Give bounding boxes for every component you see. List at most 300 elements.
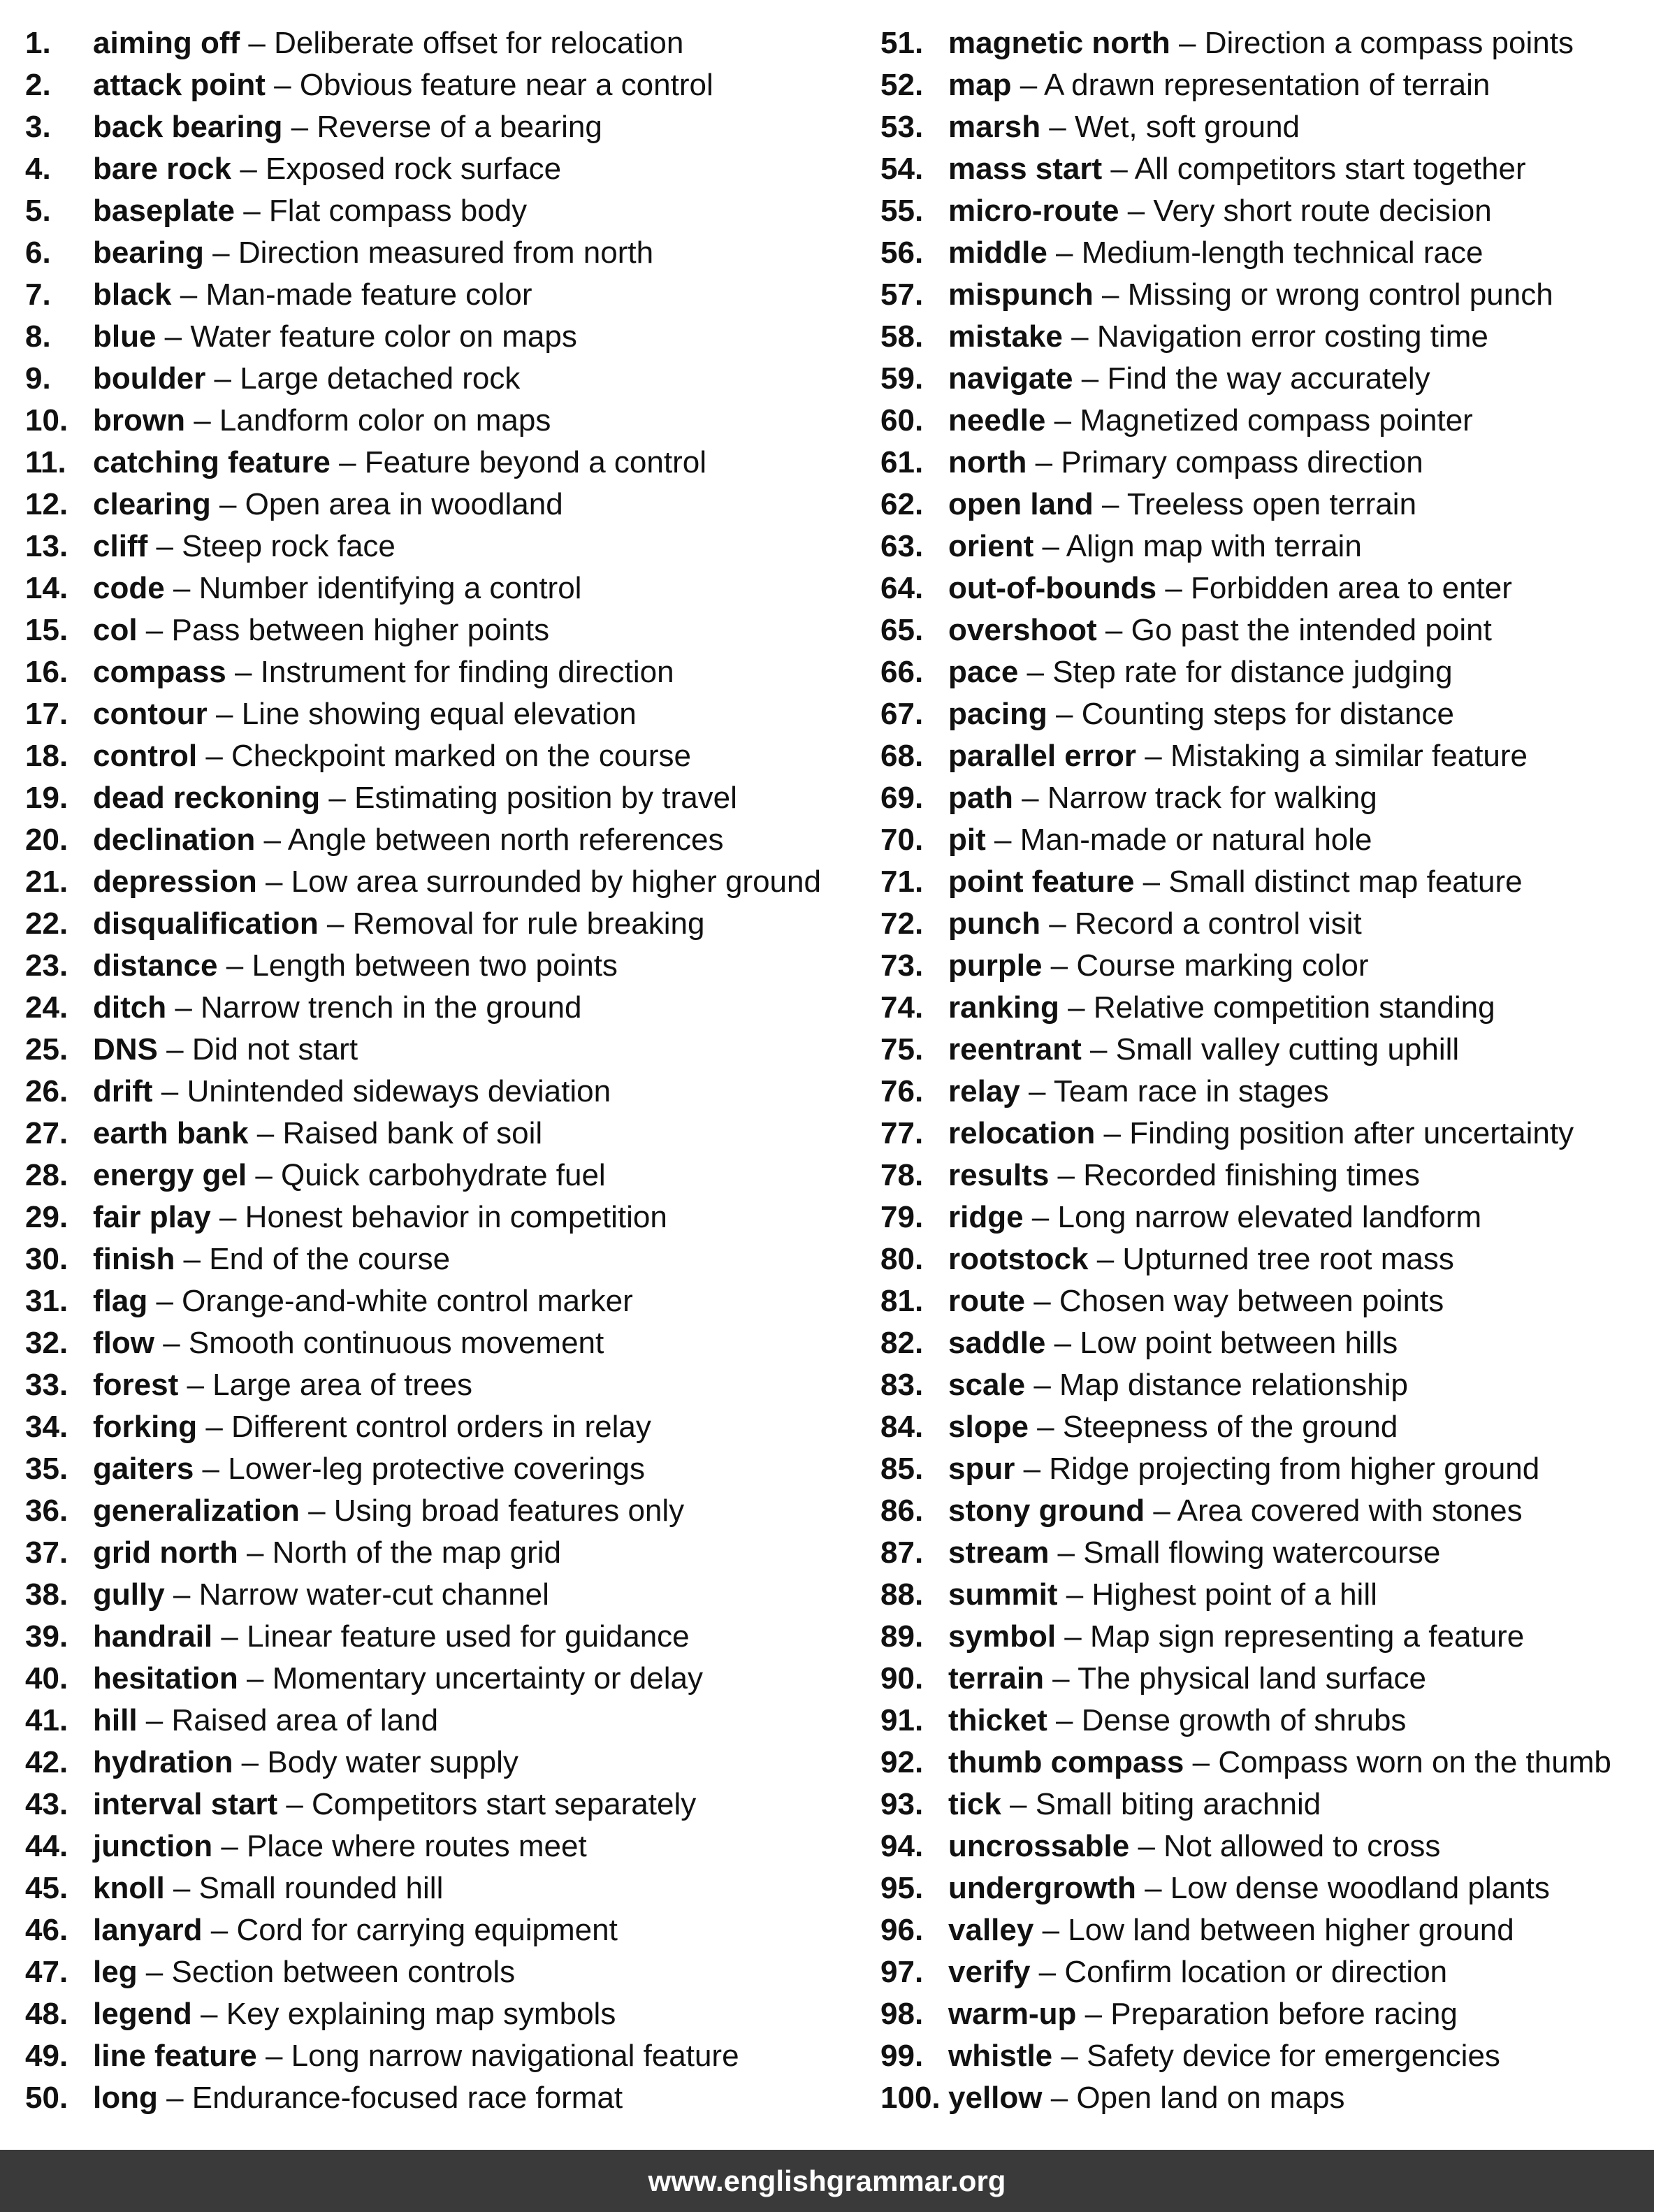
entry-term: leg [93,1955,138,1989]
entry-separator: – [1056,1619,1090,1654]
glossary-entry [880,232,1649,274]
entry-separator: – [1170,26,1205,60]
entry-definition: Number identifying a control [198,571,582,605]
entry-number: 35. [25,1452,68,1486]
entry-number: 6. [25,236,51,270]
entry-number: 17. [25,697,68,731]
glossary-entry [880,1616,1649,1658]
entry-number: 72. [880,906,924,941]
entry-definition: Endurance-focused race format [191,2081,623,2115]
entry-definition: Man-made or natural hole [1020,823,1372,857]
entry-number: 66. [880,655,924,689]
glossary-column-right [880,22,1649,2119]
entry-term: earth bank [93,1116,249,1150]
entry-separator: – [1030,1955,1065,1989]
entry-number: 12. [25,487,68,521]
glossary-entry [25,2035,850,2077]
entry-number: 55. [880,194,924,228]
entry-number: 21. [25,865,68,899]
glossary-entry [25,1113,850,1155]
glossary-entry [880,1700,1649,1742]
entry-term: handrail [93,1619,213,1654]
entry-number: 23. [25,948,68,983]
entry-number: 24. [25,990,68,1025]
entry-separator: – [1042,948,1077,983]
entry-separator: – [318,906,353,941]
glossary-entry [880,987,1649,1029]
entry-number: 69. [880,781,924,815]
entry-definition: Step rate for distance judging [1052,655,1453,689]
glossary-entry [25,568,850,609]
entry-term: out-of-bounds [948,571,1157,605]
entry-term: terrain [948,1661,1044,1696]
entry-definition: Team race in stages [1053,1074,1329,1108]
entry-definition: Small biting arachnid [1035,1787,1321,1821]
glossary-entry [25,1951,850,1993]
entry-definition: Dense growth of shrubs [1081,1703,1407,1737]
glossary-entry [25,1574,850,1616]
entry-number: 85. [880,1452,924,1486]
entry-term: fair play [93,1200,211,1234]
entry-number: 25. [25,1032,68,1067]
entry-term: hydration [93,1745,233,1779]
glossary-entry [880,903,1649,945]
entry-separator: – [1047,697,1082,731]
glossary-entry [25,274,850,316]
entry-definition: Direction measured from north [238,236,654,270]
entry-number: 74. [880,990,924,1025]
entry-definition: Small valley cutting uphill [1115,1032,1460,1067]
entry-definition: Small distinct map feature [1168,865,1523,899]
entry-number: 84. [880,1410,924,1444]
entry-separator: – [1027,445,1061,479]
entry-definition: Steepness of the ground [1062,1410,1398,1444]
entry-separator: – [1025,1284,1059,1318]
entry-separator: – [1020,1074,1054,1108]
glossary-entry [25,1029,850,1071]
entry-number: 61. [880,445,924,479]
entry-term: boulder [93,361,206,396]
entry-separator: – [171,277,206,312]
entry-definition: Landform color on maps [219,403,551,438]
glossary-entry [880,442,1649,484]
entry-term: DNS [93,1032,158,1067]
entry-separator: – [1045,1326,1080,1360]
entry-term: knoll [93,1871,165,1905]
entry-term: finish [93,1242,175,1276]
glossary-entry [880,190,1649,232]
entry-definition: Mistaking a similar feature [1170,739,1528,773]
entry-definition: Map sign representing a feature [1089,1619,1525,1654]
entry-separator: – [1015,1452,1050,1486]
entry-separator: – [248,1116,283,1150]
entry-definition: Compass worn on the thumb [1218,1745,1611,1779]
entry-separator: – [1076,1997,1111,2031]
entry-term: distance [93,948,218,983]
entry-term: generalization [93,1494,300,1528]
entry-term: long [93,2081,158,2115]
glossary-entry [880,1490,1649,1532]
glossary-entry [880,1280,1649,1322]
glossary-entry [880,1238,1649,1280]
entry-term: flow [93,1326,154,1360]
entry-term: brown [93,403,185,438]
entry-number: 80. [880,1242,924,1276]
entry-definition: Confirm location or direction [1064,1955,1448,1989]
entry-definition: A drawn representation of terrain [1043,68,1490,102]
glossary-entry [25,1155,850,1197]
entry-number: 45. [25,1871,68,1905]
entry-definition: Align map with terrain [1066,529,1362,563]
glossary-entry [25,1071,850,1113]
entry-definition: Flat compass body [268,194,528,228]
entry-definition: Narrow trench in the ground [201,990,582,1025]
entry-number: 90. [880,1661,924,1696]
entry-definition: Open area in woodland [245,487,563,521]
glossary-entry [880,106,1649,148]
entry-separator: – [1088,1242,1123,1276]
glossary-entry [880,1574,1649,1616]
entry-definition: Forbidden area to enter [1191,571,1512,605]
entry-term: parallel error [948,739,1137,773]
entry-number: 62. [880,487,924,521]
entry-number: 78. [880,1158,924,1192]
entry-term: junction [93,1829,213,1863]
entry-number: 2. [25,68,51,102]
entry-number: 33. [25,1368,68,1402]
entry-definition: Reverse of a bearing [317,110,602,144]
entry-separator: – [277,1787,312,1821]
glossary-entry [25,987,850,1029]
entry-definition: Length between two points [252,948,618,983]
entry-term: clearing [93,487,211,521]
entry-number: 51. [880,26,924,60]
entry-separator: – [1057,1577,1092,1612]
entry-number: 18. [25,739,68,773]
entry-definition: Momentary uncertainty or delay [272,1661,703,1696]
entry-separator: – [1136,1871,1170,1905]
glossary-entry [880,400,1649,442]
entry-separator: – [1095,1116,1130,1150]
glossary-entry [880,861,1649,903]
entry-definition: Recorded finishing times [1083,1158,1421,1192]
entry-term: slope [948,1410,1029,1444]
entry-number: 92. [880,1745,924,1779]
entry-definition: Cord for carrying equipment [236,1913,618,1947]
entry-separator: – [1049,1535,1084,1570]
entry-number: 9. [25,361,51,396]
entry-term: yellow [948,2081,1043,2115]
entry-number: 65. [880,613,924,647]
entry-number: 38. [25,1577,68,1612]
entry-term: undergrowth [948,1871,1136,1905]
entry-number: 81. [880,1284,924,1318]
entry-definition: Line showing equal elevation [241,697,637,731]
entry-term: bearing [93,236,204,270]
glossary-entry [25,1826,850,1867]
footer-url: www.englishgrammar.org [648,2164,1006,2197]
entry-term: energy gel [93,1158,247,1192]
entry-separator: – [1052,2039,1087,2073]
entry-definition: Course marking color [1076,948,1369,983]
entry-definition: Obvious feature near a control [299,68,713,102]
entry-definition: End of the course [209,1242,451,1276]
entry-definition: Deliberate offset for relocation [274,26,684,60]
entry-term: uncrossable [948,1829,1130,1863]
entry-number: 75. [880,1032,924,1067]
entry-term: cliff [93,529,148,563]
glossary-entry [880,693,1649,735]
entry-number: 37. [25,1535,68,1570]
entry-term: north [948,445,1027,479]
glossary-entry [25,651,850,693]
entry-separator: – [1047,1703,1082,1737]
entry-separator: – [137,613,172,647]
entry-term: saddle [948,1326,1046,1360]
entry-number: 53. [880,110,924,144]
entry-number: 89. [880,1619,924,1654]
entry-definition: Honest behavior in competition [245,1200,667,1234]
entry-separator: – [1049,1158,1084,1192]
entry-separator: – [194,1452,228,1486]
entry-definition: Safety device for emergencies [1087,2039,1500,2073]
entry-term: flag [93,1284,148,1318]
entry-number: 83. [880,1368,924,1402]
entry-number: 20. [25,823,68,857]
entry-number: 42. [25,1745,68,1779]
glossary-entry [25,693,850,735]
glossary-entry [880,1155,1649,1197]
entry-number: 100. [880,2081,941,2115]
glossary-entry [25,1280,850,1322]
entry-definition: Not allowed to cross [1163,1829,1441,1863]
entry-number: 97. [880,1955,924,1989]
entry-separator: – [207,697,242,731]
entry-number: 52. [880,68,924,102]
entry-definition: Low area surrounded by higher ground [291,865,821,899]
entry-number: 82. [880,1326,924,1360]
entry-definition: Long narrow navigational feature [291,2039,739,2073]
entry-number: 40. [25,1661,68,1696]
entry-number: 99. [880,2039,924,2073]
entry-number: 41. [25,1703,68,1737]
entry-term: mispunch [948,277,1094,312]
entry-definition: Narrow water-cut channel [198,1577,549,1612]
glossary-entry [25,1406,850,1448]
entry-separator: – [212,1619,247,1654]
entry-separator: – [1013,781,1047,815]
entry-definition: Using broad features only [333,1494,685,1528]
glossary-entry [880,484,1649,526]
entry-term: contour [93,697,208,731]
glossary-entry [25,819,850,861]
glossary-entry [25,903,850,945]
glossary-entry [880,1951,1649,1993]
entry-separator: – [147,1284,182,1318]
entry-number: 10. [25,403,68,438]
entry-term: map [948,68,1012,102]
glossary-entry [25,1364,850,1406]
entry-term: col [93,613,138,647]
glossary-entry [880,1742,1649,1784]
entry-term: relay [948,1074,1020,1108]
entry-term: dead reckoning [93,781,321,815]
glossary-entry [880,1784,1649,1826]
glossary-entry [880,568,1649,609]
entry-definition: Low dense woodland plants [1170,1871,1550,1905]
glossary-entry [880,1993,1649,2035]
entry-term: point feature [948,865,1135,899]
entry-definition: Place where routes meet [247,1829,587,1863]
glossary-entry [880,2035,1649,2077]
entry-number: 31. [25,1284,68,1318]
entry-number: 34. [25,1410,68,1444]
entry-definition: Large area of trees [212,1368,472,1402]
entry-term: path [948,781,1013,815]
entry-term: forest [93,1368,179,1402]
entry-definition: Instrument for finding direction [260,655,674,689]
entry-number: 3. [25,110,51,144]
glossary-entry [25,22,850,64]
entry-term: disqualification [93,906,319,941]
entry-separator: – [1156,571,1191,605]
entry-definition: Angle between north references [287,823,724,857]
entry-definition: Direction a compass points [1204,26,1574,60]
entry-separator: – [234,194,269,228]
entry-number: 13. [25,529,68,563]
entry-separator: – [210,487,245,521]
entry-definition: Chosen way between points [1059,1284,1444,1318]
entry-number: 68. [880,739,924,773]
entry-definition: Navigation error costing time [1096,319,1488,354]
entry-separator: – [226,655,261,689]
glossary-entry [880,148,1649,190]
entry-definition: Smooth continuous movement [188,1326,604,1360]
entry-number: 87. [880,1535,924,1570]
glossary-entry [25,1658,850,1700]
entry-definition: Preparation before racing [1110,1997,1458,2031]
entry-separator: – [202,1913,237,1947]
glossary-entry [25,609,850,651]
glossary-entry [880,1029,1649,1071]
entry-number: 88. [880,1577,924,1612]
entry-separator: – [217,948,252,983]
entry-term: baseplate [93,194,235,228]
entry-separator: – [210,1200,245,1234]
glossary-entry [880,1909,1649,1951]
entry-separator: – [152,1074,187,1108]
entry-number: 19. [25,781,68,815]
entry-term: line feature [93,2039,257,2073]
entry-term: route [948,1284,1025,1318]
entry-separator: – [157,2081,192,2115]
entry-separator: – [166,990,201,1025]
entry-term: warm-up [948,1997,1077,2031]
glossary-entry [25,106,850,148]
entry-number: 49. [25,2039,68,2073]
entry-term: compass [93,655,226,689]
glossary-entry [880,316,1649,358]
entry-definition: Go past the intended point [1131,613,1492,647]
entry-separator: – [197,739,232,773]
entry-number: 30. [25,1242,68,1276]
entry-separator: – [1040,906,1075,941]
entry-separator: – [1018,655,1053,689]
entry-definition: Different control orders in relay [231,1410,651,1444]
entry-term: drift [93,1074,153,1108]
entry-separator: – [320,781,355,815]
entry-term: magnetic north [948,26,1170,60]
site-footer [0,2150,1654,2212]
entry-number: 50. [25,2081,68,2115]
entry-separator: – [1059,990,1094,1025]
entry-term: scale [948,1368,1026,1402]
glossary-entry [880,22,1649,64]
entry-separator: – [255,823,288,857]
glossary-entry [25,1784,850,1826]
entry-number: 79. [880,1200,924,1234]
entry-number: 57. [880,277,924,312]
entry-definition: Missing or wrong control punch [1127,277,1553,312]
glossary-entry [25,861,850,903]
entry-term: overshoot [948,613,1097,647]
glossary-entry [25,1490,850,1532]
entry-term: attack point [93,68,266,102]
entry-definition: Linear feature used for guidance [247,1619,690,1654]
entry-separator: – [1134,865,1169,899]
glossary-entry [880,358,1649,400]
entry-separator: – [154,1326,189,1360]
entry-separator: – [1096,613,1131,647]
entry-separator: – [1093,277,1128,312]
entry-definition: Feature beyond a control [364,445,706,479]
glossary-list [0,22,1654,2115]
entry-number: 46. [25,1913,68,1947]
entry-term: stream [948,1535,1050,1570]
entry-definition: The physical land surface [1078,1661,1427,1696]
entry-definition: Lower-leg protective coverings [228,1452,645,1486]
glossary-entry [25,945,850,987]
entry-definition: Map distance relationship [1059,1368,1408,1402]
entry-separator: – [191,1997,226,2031]
entry-term: punch [948,906,1040,941]
entry-term: stony ground [948,1494,1145,1528]
entry-definition: Find the way accurately [1107,361,1430,396]
entry-definition: Wet, soft ground [1075,110,1300,144]
entry-term: code [93,571,165,605]
entry-number: 63. [880,529,924,563]
glossary-entry [25,190,850,232]
entry-separator: – [256,865,291,899]
entry-term: results [948,1158,1050,1192]
glossary-entry [880,2077,1649,2119]
entry-term: lanyard [93,1913,203,1947]
entry-number: 93. [880,1787,924,1821]
entry-definition: Treeless open terrain [1126,487,1417,521]
entry-term: thumb compass [948,1745,1184,1779]
entry-separator: – [203,236,238,270]
glossary-entry [25,1909,850,1951]
entry-separator: – [238,1661,273,1696]
entry-separator: – [1011,68,1044,102]
glossary-entry [25,1700,850,1742]
entry-term: needle [948,403,1046,438]
entry-number: 60. [880,403,924,438]
entry-term: valley [948,1913,1034,1947]
entry-definition: Very short route decision [1153,194,1492,228]
entry-definition: Checkpoint marked on the course [231,739,691,773]
entry-separator: – [157,1032,192,1067]
